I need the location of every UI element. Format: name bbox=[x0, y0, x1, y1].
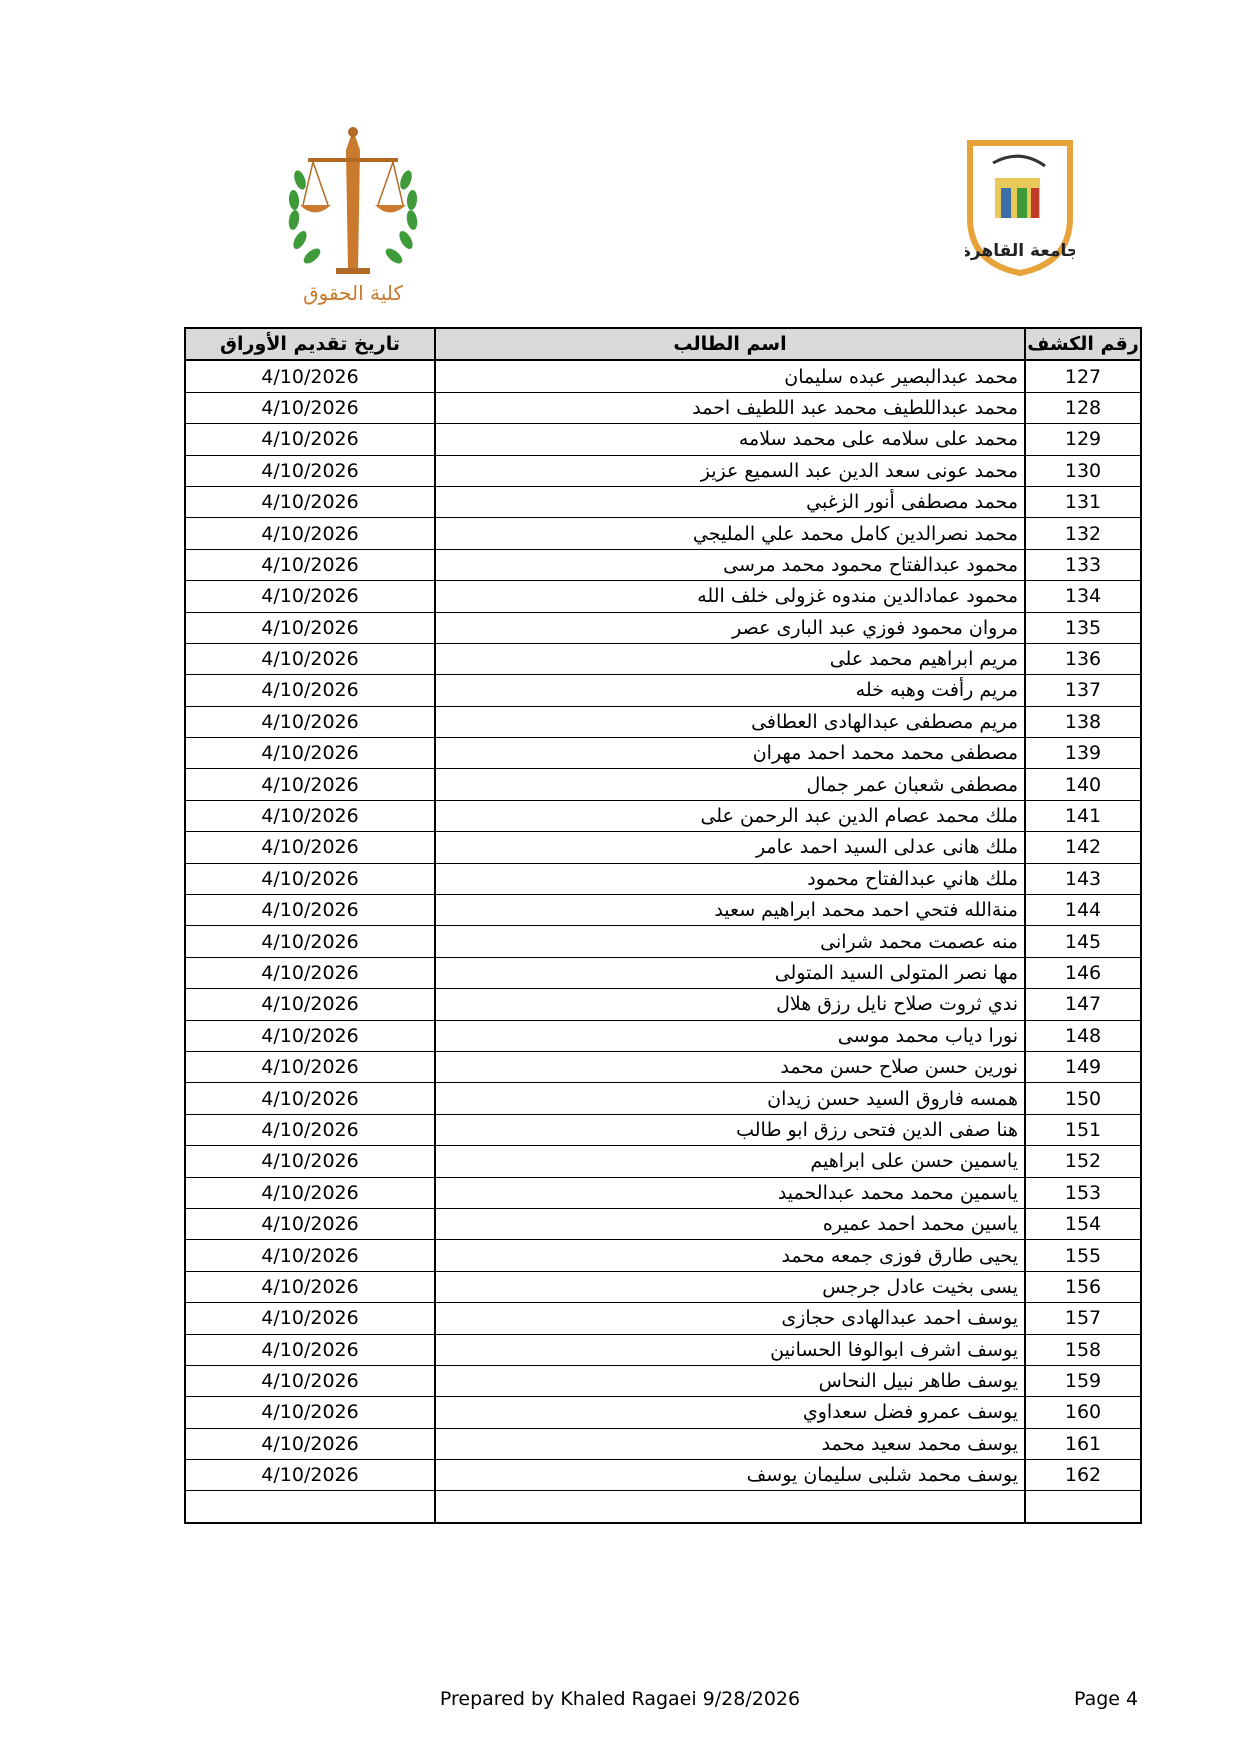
cell-student-name: يوسف محمد شلبى سليمان يوسف bbox=[435, 1460, 1025, 1491]
table-row bbox=[185, 863, 1141, 894]
cell-list-number: 143 bbox=[1025, 863, 1141, 894]
cell-list-number: 144 bbox=[1025, 895, 1141, 926]
cell-list-number: 139 bbox=[1025, 738, 1141, 769]
cell-submission-date: 4/10/2026 bbox=[185, 832, 435, 863]
cell-student-name: محمد على سلامه على محمد سلامه bbox=[435, 424, 1025, 455]
cell-list-number: 161 bbox=[1025, 1428, 1141, 1459]
cell-student-name: محمد مصطفى أنور الزغبي bbox=[435, 486, 1025, 517]
cell-list-number: 132 bbox=[1025, 518, 1141, 549]
table-row bbox=[185, 1177, 1141, 1208]
cell-submission-date: 4/10/2026 bbox=[185, 392, 435, 423]
cell-list-number: 158 bbox=[1025, 1334, 1141, 1365]
cell-student-name: نورين حسن صلاح حسن محمد bbox=[435, 1051, 1025, 1082]
table-row bbox=[185, 1460, 1141, 1491]
cell-submission-date: 4/10/2026 bbox=[185, 675, 435, 706]
table-row bbox=[185, 424, 1141, 455]
table-row bbox=[185, 1051, 1141, 1082]
cell-student-name: محمد عبداللطيف محمد عبد اللطيف احمد bbox=[435, 392, 1025, 423]
cell-student-name: محمود عبدالفتاح محمود محمد مرسى bbox=[435, 549, 1025, 580]
cell-submission-date: 4/10/2026 bbox=[185, 549, 435, 580]
cell-submission-date: 4/10/2026 bbox=[185, 1397, 435, 1428]
cell-student-name: هنا صفى الدين فتحى رزق ابو طالب bbox=[435, 1114, 1025, 1145]
cairo-university-logo bbox=[965, 138, 1075, 308]
cell-student-name: نورا دياب محمد موسى bbox=[435, 1020, 1025, 1051]
svg-text:جامعة القاهرة: جامعة القاهرة bbox=[965, 241, 1075, 261]
cell-submission-date: 4/10/2026 bbox=[185, 518, 435, 549]
faculty-of-law-logo bbox=[278, 120, 428, 320]
cell-list-number: 138 bbox=[1025, 706, 1141, 737]
cell-list-number: 149 bbox=[1025, 1051, 1141, 1082]
table-row bbox=[185, 1365, 1141, 1396]
cell-submission-date: 4/10/2026 bbox=[185, 800, 435, 831]
cell-student-name: مصطفى محمد محمد احمد مهران bbox=[435, 738, 1025, 769]
cell-student-name: يوسف اشرف ابوالوفا الحسانين bbox=[435, 1334, 1025, 1365]
cell-student-name: يوسف احمد عبدالهادى حجازى bbox=[435, 1303, 1025, 1334]
cell-submission-date: 4/10/2026 bbox=[185, 1365, 435, 1396]
table-row bbox=[185, 769, 1141, 800]
students-table bbox=[184, 327, 1142, 1524]
cell-student-name: ياسمين محمد محمد عبدالحميد bbox=[435, 1177, 1025, 1208]
table-row bbox=[185, 706, 1141, 737]
cell-submission-date: 4/10/2026 bbox=[185, 1460, 435, 1491]
cell-student-name: يوسف طاهر نبيل النحاس bbox=[435, 1365, 1025, 1396]
cell-submission-date: 4/10/2026 bbox=[185, 957, 435, 988]
table-row bbox=[185, 360, 1141, 392]
cell-student-name: ياسين محمد احمد عميره bbox=[435, 1208, 1025, 1239]
cell-list-number: 148 bbox=[1025, 1020, 1141, 1051]
cell-list-number: 137 bbox=[1025, 675, 1141, 706]
table-row bbox=[185, 1114, 1141, 1145]
cell-list-number: 129 bbox=[1025, 424, 1141, 455]
cell-student-name: مريم رأفت وهبه خله bbox=[435, 675, 1025, 706]
cell-submission-date: 4/10/2026 bbox=[185, 1208, 435, 1239]
cell-student-name: همسه فاروق السيد حسن زيدان bbox=[435, 1083, 1025, 1114]
cell-submission-date: 4/10/2026 bbox=[185, 1083, 435, 1114]
cell-submission-date: 4/10/2026 bbox=[185, 612, 435, 643]
cell-submission-date: 4/10/2026 bbox=[185, 895, 435, 926]
cell-student-name: مريم مصطفى عبدالهادى العطافى bbox=[435, 706, 1025, 737]
cell-student-name: يحيى طارق فوزى جمعه محمد bbox=[435, 1240, 1025, 1271]
table-row bbox=[185, 1271, 1141, 1302]
cell-submission-date: 4/10/2026 bbox=[185, 1240, 435, 1271]
table-row bbox=[185, 643, 1141, 674]
table-row bbox=[185, 895, 1141, 926]
cell-submission-date bbox=[185, 1491, 435, 1523]
table-row bbox=[185, 392, 1141, 423]
cell-submission-date: 4/10/2026 bbox=[185, 863, 435, 894]
cell-submission-date: 4/10/2026 bbox=[185, 424, 435, 455]
cell-student-name: يسى بخيت عادل جرجس bbox=[435, 1271, 1025, 1302]
cell-submission-date: 4/10/2026 bbox=[185, 1020, 435, 1051]
cell-list-number: 150 bbox=[1025, 1083, 1141, 1114]
table-row bbox=[185, 1303, 1141, 1334]
cell-submission-date: 4/10/2026 bbox=[185, 1177, 435, 1208]
cell-student-name: يوسف عمرو فضل سعداوي bbox=[435, 1397, 1025, 1428]
cell-submission-date: 4/10/2026 bbox=[185, 1303, 435, 1334]
cell-student-name: مصطفى شعبان عمر جمال bbox=[435, 769, 1025, 800]
cell-list-number: 151 bbox=[1025, 1114, 1141, 1145]
cell-submission-date: 4/10/2026 bbox=[185, 360, 435, 392]
table-row bbox=[185, 1146, 1141, 1177]
footer-page-number: Page 4 bbox=[1074, 1688, 1139, 1710]
cell-submission-date: 4/10/2026 bbox=[185, 581, 435, 612]
cell-list-number: 152 bbox=[1025, 1146, 1141, 1177]
table-row bbox=[185, 581, 1141, 612]
cell-student-name: مروان محمود فوزي عبد البارى عصر bbox=[435, 612, 1025, 643]
cell-list-number: 157 bbox=[1025, 1303, 1141, 1334]
cell-submission-date: 4/10/2026 bbox=[185, 1114, 435, 1145]
cell-list-number: 130 bbox=[1025, 455, 1141, 486]
cell-student-name: مريم ابراهيم محمد على bbox=[435, 643, 1025, 674]
cell-list-number: 131 bbox=[1025, 486, 1141, 517]
cell-student-name: ملك هانى عدلى السيد احمد عامر bbox=[435, 832, 1025, 863]
university-crest-icon bbox=[965, 138, 1075, 308]
table-row bbox=[185, 1397, 1141, 1428]
cell-list-number: 153 bbox=[1025, 1177, 1141, 1208]
table-row bbox=[185, 989, 1141, 1020]
table-row bbox=[185, 1083, 1141, 1114]
cell-list-number: 160 bbox=[1025, 1397, 1141, 1428]
cell-submission-date: 4/10/2026 bbox=[185, 926, 435, 957]
table-row bbox=[185, 1240, 1141, 1271]
cell-submission-date: 4/10/2026 bbox=[185, 706, 435, 737]
cell-student-name: ملك محمد عصام الدين عبد الرحمن على bbox=[435, 800, 1025, 831]
cell-student-name: مها نصر المتولى السيد المتولى bbox=[435, 957, 1025, 988]
header-list-number: رقم الكشف bbox=[1025, 328, 1141, 360]
cell-submission-date: 4/10/2026 bbox=[185, 1428, 435, 1459]
cell-list-number: 145 bbox=[1025, 926, 1141, 957]
table-row bbox=[185, 518, 1141, 549]
table-row bbox=[185, 832, 1141, 863]
cell-submission-date: 4/10/2026 bbox=[185, 1334, 435, 1365]
table-row bbox=[185, 549, 1141, 580]
cell-submission-date: 4/10/2026 bbox=[185, 738, 435, 769]
cell-submission-date: 4/10/2026 bbox=[185, 486, 435, 517]
cell-submission-date: 4/10/2026 bbox=[185, 1051, 435, 1082]
table-row bbox=[185, 800, 1141, 831]
cell-student-name: محمد عونى سعد الدين عبد السميع عزيز bbox=[435, 455, 1025, 486]
table-row bbox=[185, 1208, 1141, 1239]
cell-list-number: 154 bbox=[1025, 1208, 1141, 1239]
svg-text:كلية الحقوق: كلية الحقوق bbox=[303, 281, 403, 305]
cell-list-number: 142 bbox=[1025, 832, 1141, 863]
cell-list-number: 127 bbox=[1025, 360, 1141, 392]
cell-list-number: 135 bbox=[1025, 612, 1141, 643]
table-row bbox=[185, 1020, 1141, 1051]
cell-list-number: 128 bbox=[1025, 392, 1141, 423]
cell-list-number: 136 bbox=[1025, 643, 1141, 674]
cell-list-number: 141 bbox=[1025, 800, 1141, 831]
table-row bbox=[185, 738, 1141, 769]
cell-student-name: ملك هاني عبدالفتاح محمود bbox=[435, 863, 1025, 894]
cell-student-name: محمد نصرالدين كامل محمد علي المليجي bbox=[435, 518, 1025, 549]
cell-list-number: 133 bbox=[1025, 549, 1141, 580]
header-date: تاريخ تقديم الأوراق bbox=[185, 328, 435, 360]
cell-submission-date: 4/10/2026 bbox=[185, 455, 435, 486]
table-row bbox=[185, 455, 1141, 486]
cell-list-number: 159 bbox=[1025, 1365, 1141, 1396]
cell-student-name bbox=[435, 1491, 1025, 1523]
cell-submission-date: 4/10/2026 bbox=[185, 989, 435, 1020]
table-body bbox=[185, 360, 1141, 1522]
scales-of-justice-icon bbox=[278, 120, 428, 320]
cell-student-name: محمود عمادالدين مندوه غزولى خلف الله bbox=[435, 581, 1025, 612]
cell-student-name: ياسمين حسن على ابراهيم bbox=[435, 1146, 1025, 1177]
cell-submission-date: 4/10/2026 bbox=[185, 1271, 435, 1302]
cell-list-number: 162 bbox=[1025, 1460, 1141, 1491]
table-row bbox=[185, 612, 1141, 643]
cell-list-number bbox=[1025, 1491, 1141, 1523]
cell-list-number: 134 bbox=[1025, 581, 1141, 612]
cell-student-name: محمد عبدالبصير عبده سليمان bbox=[435, 360, 1025, 392]
header-student-name: اسم الطالب bbox=[435, 328, 1025, 360]
cell-list-number: 140 bbox=[1025, 769, 1141, 800]
table-row bbox=[185, 486, 1141, 517]
cell-student-name: ندي ثروت صلاح نايل رزق هلال bbox=[435, 989, 1025, 1020]
cell-list-number: 155 bbox=[1025, 1240, 1141, 1271]
table-row bbox=[185, 1334, 1141, 1365]
table-header-row bbox=[185, 328, 1141, 360]
cell-submission-date: 4/10/2026 bbox=[185, 643, 435, 674]
table-row bbox=[185, 1491, 1141, 1523]
footer-prepared-by: Prepared by Khaled Ragaei 9/28/2026 bbox=[439, 1688, 801, 1710]
table-row bbox=[185, 1428, 1141, 1459]
cell-submission-date: 4/10/2026 bbox=[185, 1146, 435, 1177]
table-row bbox=[185, 926, 1141, 957]
cell-student-name: منةالله فتحي احمد محمد ابراهيم سعيد bbox=[435, 895, 1025, 926]
cell-submission-date: 4/10/2026 bbox=[185, 769, 435, 800]
cell-list-number: 147 bbox=[1025, 989, 1141, 1020]
cell-list-number: 146 bbox=[1025, 957, 1141, 988]
cell-student-name: منه عصمت محمد شرانى bbox=[435, 926, 1025, 957]
cell-student-name: يوسف محمد سعيد محمد bbox=[435, 1428, 1025, 1459]
cell-list-number: 156 bbox=[1025, 1271, 1141, 1302]
table-row bbox=[185, 675, 1141, 706]
table-row bbox=[185, 957, 1141, 988]
